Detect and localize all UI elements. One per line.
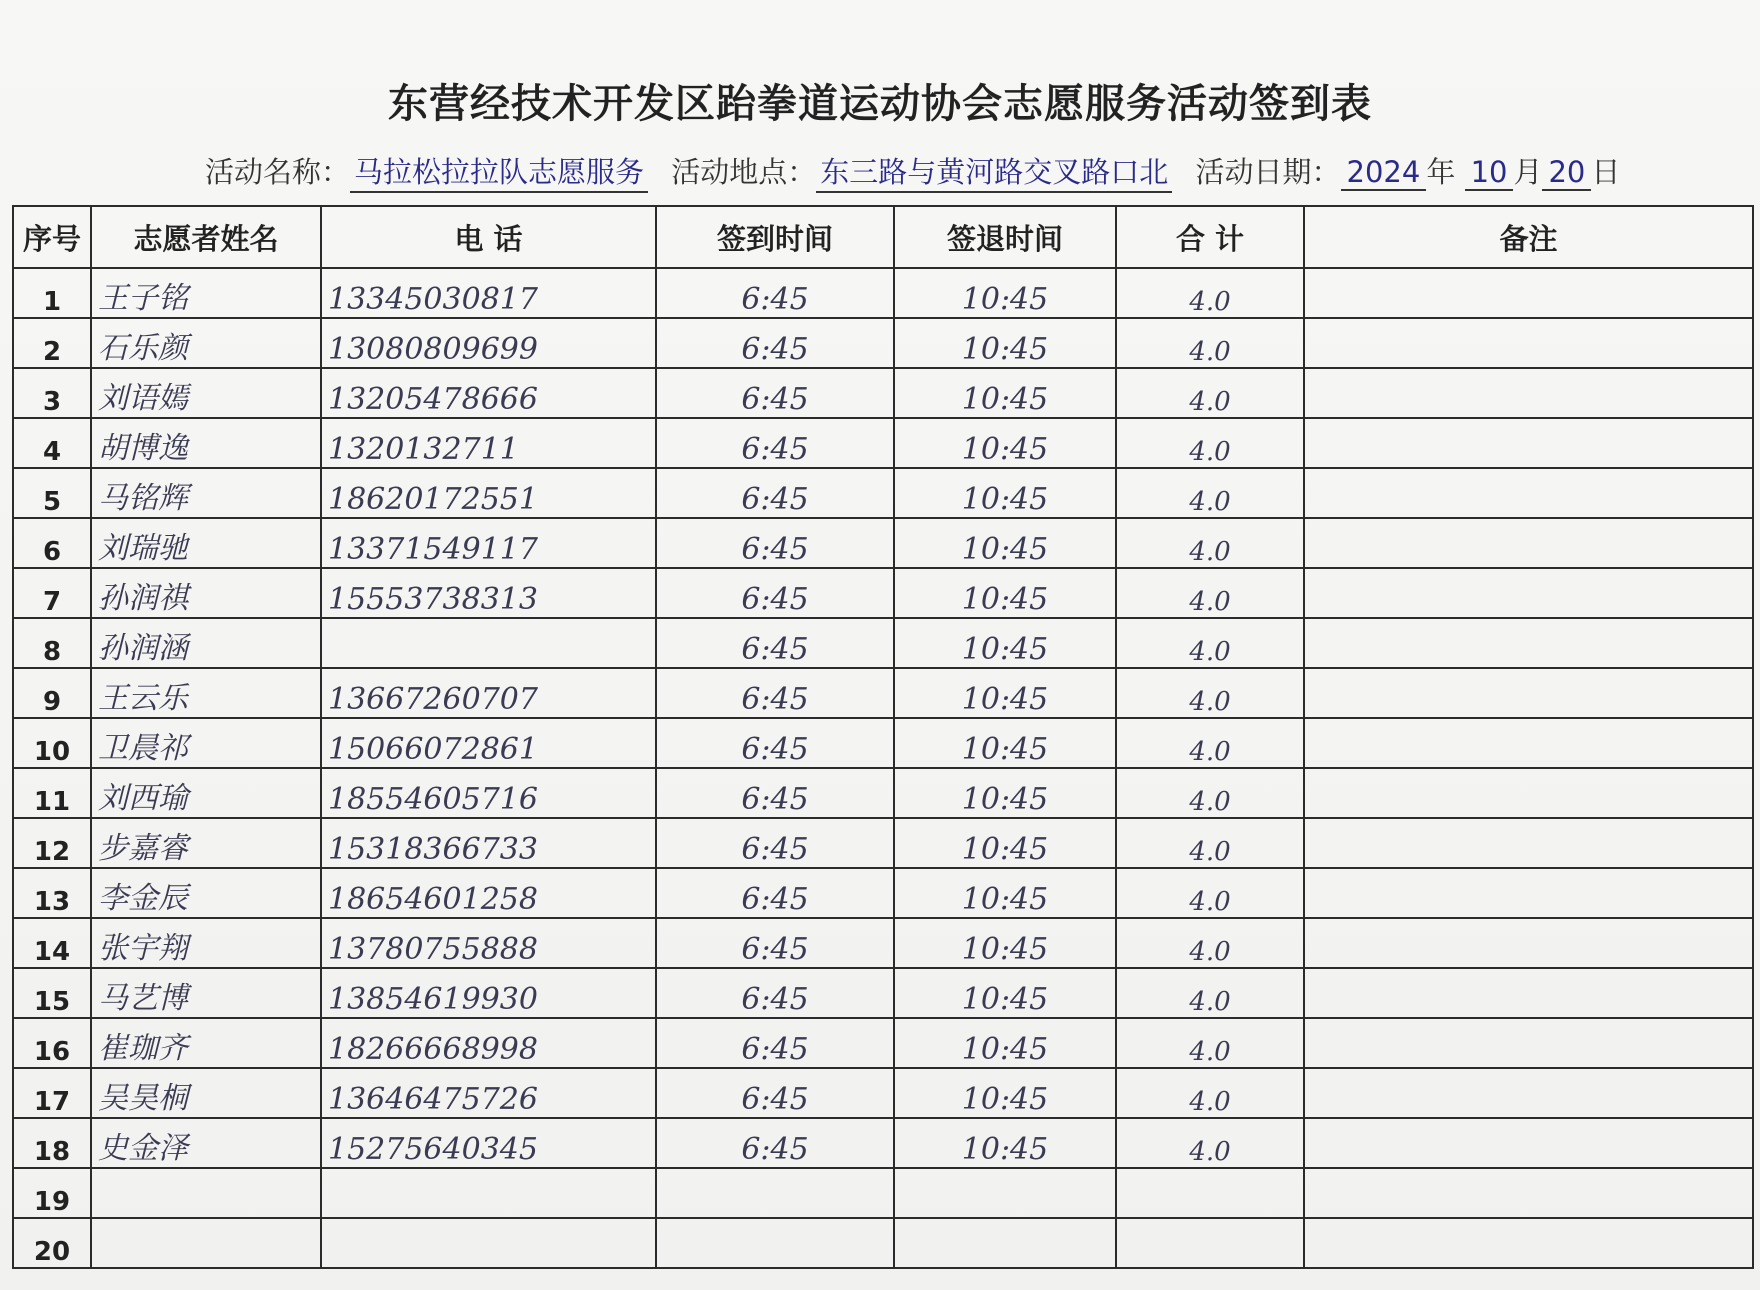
sign-in-time: 6:45 bbox=[741, 632, 809, 667]
sign-out-time: 10:45 bbox=[961, 332, 1049, 367]
sign-out-time: 10:45 bbox=[961, 582, 1049, 617]
row-number: 18 bbox=[33, 1137, 71, 1167]
row-number-cell bbox=[13, 1068, 91, 1118]
table-row bbox=[13, 768, 1753, 818]
note-cell bbox=[1304, 318, 1753, 368]
phone-number: 1320132711 bbox=[328, 432, 519, 467]
phone-number: 18266668998 bbox=[328, 1032, 538, 1067]
total-hours: 4.0 bbox=[1189, 987, 1231, 1017]
row-number-cell bbox=[13, 368, 91, 418]
phone-number-cell bbox=[321, 918, 656, 968]
header-sign-out-time: 签退时间 bbox=[894, 206, 1116, 268]
activity-name-label: 活动名称： bbox=[205, 155, 351, 189]
sign-in-time: 6:45 bbox=[741, 432, 809, 467]
volunteer-name: 王子铭 bbox=[98, 281, 188, 316]
row-number: 3 bbox=[42, 387, 62, 417]
sign-out-time: 10:45 bbox=[961, 982, 1049, 1017]
sign-in-table bbox=[12, 205, 1754, 1269]
total-hours-cell bbox=[1116, 718, 1304, 768]
row-number: 12 bbox=[33, 837, 71, 867]
note-cell bbox=[1304, 518, 1753, 568]
date-year: 2024 bbox=[1341, 155, 1427, 191]
row-number-cell bbox=[13, 568, 91, 618]
row-number: 17 bbox=[33, 1087, 71, 1117]
row-number-cell bbox=[13, 1118, 91, 1168]
row-number-cell bbox=[13, 1168, 91, 1218]
table-row bbox=[13, 818, 1753, 868]
sign-in-time-cell bbox=[656, 1068, 894, 1118]
volunteer-name: 刘语嫣 bbox=[98, 381, 188, 416]
date-month: 10 bbox=[1465, 155, 1514, 191]
sign-out-time: 10:45 bbox=[961, 932, 1049, 967]
sign-out-time-cell bbox=[894, 268, 1116, 318]
row-number: 8 bbox=[42, 637, 62, 667]
date-month-unit: 月 bbox=[1513, 155, 1543, 189]
sign-out-time-cell bbox=[894, 418, 1116, 468]
total-hours: 4.0 bbox=[1189, 737, 1231, 767]
sign-in-time-cell bbox=[656, 1168, 894, 1218]
volunteer-name: 马铭辉 bbox=[98, 481, 188, 516]
note-cell bbox=[1304, 418, 1753, 468]
total-hours: 4.0 bbox=[1189, 437, 1231, 467]
sign-in-time: 6:45 bbox=[741, 1082, 809, 1117]
phone-number-cell bbox=[321, 518, 656, 568]
sign-in-time-cell bbox=[656, 568, 894, 618]
phone-number: 18554605716 bbox=[328, 782, 538, 817]
sign-out-time: 10:45 bbox=[961, 682, 1049, 717]
total-hours: 4.0 bbox=[1189, 837, 1231, 867]
phone-number-cell bbox=[321, 468, 656, 518]
phone-number-cell bbox=[321, 968, 656, 1018]
sign-out-time-cell bbox=[894, 1168, 1116, 1218]
date-year-unit: 年 bbox=[1426, 155, 1456, 189]
volunteer-name-cell bbox=[91, 1218, 321, 1268]
row-number: 19 bbox=[33, 1187, 71, 1217]
row-number: 15 bbox=[33, 987, 71, 1017]
sign-in-time-cell bbox=[656, 368, 894, 418]
sign-out-time-cell bbox=[894, 968, 1116, 1018]
phone-number: 13780755888 bbox=[328, 932, 538, 967]
total-hours-cell bbox=[1116, 668, 1304, 718]
volunteer-name: 孙润祺 bbox=[98, 581, 188, 616]
row-number-cell bbox=[13, 318, 91, 368]
header-phone: 电 话 bbox=[321, 206, 656, 268]
sign-out-time: 10:45 bbox=[961, 1082, 1049, 1117]
volunteer-name-cell bbox=[91, 1168, 321, 1218]
table-row bbox=[13, 568, 1753, 618]
sign-out-time: 10:45 bbox=[961, 1132, 1049, 1167]
row-number: 4 bbox=[42, 437, 62, 467]
phone-number-cell bbox=[321, 1118, 656, 1168]
sign-in-time: 6:45 bbox=[741, 932, 809, 967]
row-number-cell bbox=[13, 768, 91, 818]
total-hours: 4.0 bbox=[1189, 287, 1231, 317]
sign-out-time: 10:45 bbox=[961, 632, 1049, 667]
sign-in-time-cell bbox=[656, 868, 894, 918]
sign-in-time-cell bbox=[656, 668, 894, 718]
table-row bbox=[13, 1018, 1753, 1068]
row-number-cell bbox=[13, 468, 91, 518]
activity-name-value: 马拉松拉拉队志愿服务 bbox=[350, 150, 648, 193]
phone-number: 13080809699 bbox=[328, 332, 538, 367]
table-row bbox=[13, 518, 1753, 568]
sign-in-time: 6:45 bbox=[741, 782, 809, 817]
total-hours: 4.0 bbox=[1189, 487, 1231, 517]
total-hours-cell bbox=[1116, 268, 1304, 318]
volunteer-name-cell bbox=[91, 468, 321, 518]
sign-out-time-cell bbox=[894, 668, 1116, 718]
table-row bbox=[13, 918, 1753, 968]
total-hours: 4.0 bbox=[1189, 687, 1231, 717]
phone-number: 13667260707 bbox=[328, 682, 538, 717]
table-row bbox=[13, 868, 1753, 918]
total-hours: 4.0 bbox=[1189, 887, 1231, 917]
total-hours-cell bbox=[1116, 968, 1304, 1018]
phone-number: 13345030817 bbox=[328, 282, 538, 317]
sign-in-time: 6:45 bbox=[741, 582, 809, 617]
note-cell bbox=[1304, 818, 1753, 868]
sign-out-time-cell bbox=[894, 718, 1116, 768]
note-cell bbox=[1304, 718, 1753, 768]
sign-in-time: 6:45 bbox=[741, 282, 809, 317]
date-day-unit: 日 bbox=[1591, 155, 1621, 189]
note-cell bbox=[1304, 968, 1753, 1018]
volunteer-name-cell bbox=[91, 1118, 321, 1168]
table-row bbox=[13, 718, 1753, 768]
note-cell bbox=[1304, 618, 1753, 668]
sign-in-time-cell bbox=[656, 618, 894, 668]
volunteer-name: 步嘉睿 bbox=[98, 831, 188, 866]
total-hours-cell bbox=[1116, 418, 1304, 468]
sign-out-time-cell bbox=[894, 318, 1116, 368]
phone-number-cell bbox=[321, 818, 656, 868]
note-cell bbox=[1304, 1068, 1753, 1118]
table-row bbox=[13, 968, 1753, 1018]
sign-in-time-cell bbox=[656, 318, 894, 368]
sign-in-time: 6:45 bbox=[741, 732, 809, 767]
sign-in-time: 6:45 bbox=[741, 832, 809, 867]
phone-number-cell bbox=[321, 1068, 656, 1118]
volunteer-name-cell bbox=[91, 618, 321, 668]
sign-in-time: 6:45 bbox=[741, 982, 809, 1017]
sign-out-time-cell bbox=[894, 818, 1116, 868]
sign-out-time: 10:45 bbox=[961, 1032, 1049, 1067]
row-number-cell bbox=[13, 268, 91, 318]
row-number: 7 bbox=[42, 587, 62, 617]
sign-in-time-cell bbox=[656, 968, 894, 1018]
volunteer-name-cell bbox=[91, 268, 321, 318]
phone-number-cell bbox=[321, 1018, 656, 1068]
sign-in-time: 6:45 bbox=[741, 682, 809, 717]
total-hours-cell bbox=[1116, 468, 1304, 518]
total-hours: 4.0 bbox=[1189, 637, 1231, 667]
note-cell bbox=[1304, 918, 1753, 968]
total-hours: 4.0 bbox=[1189, 1037, 1231, 1067]
phone-number: 13854619930 bbox=[328, 982, 538, 1017]
row-number: 10 bbox=[33, 737, 71, 767]
note-cell bbox=[1304, 868, 1753, 918]
total-hours-cell bbox=[1116, 1018, 1304, 1068]
volunteer-name: 崔珈齐 bbox=[98, 1031, 188, 1066]
sign-out-time-cell bbox=[894, 618, 1116, 668]
table-row bbox=[13, 268, 1753, 318]
note-cell bbox=[1304, 1018, 1753, 1068]
phone-number-cell bbox=[321, 668, 656, 718]
volunteer-name-cell bbox=[91, 568, 321, 618]
volunteer-name: 刘西瑜 bbox=[98, 781, 188, 816]
volunteer-name-cell bbox=[91, 868, 321, 918]
table-body bbox=[13, 268, 1753, 1268]
sign-out-time: 10:45 bbox=[961, 782, 1049, 817]
table-row bbox=[13, 1168, 1753, 1218]
sign-out-time: 10:45 bbox=[961, 482, 1049, 517]
volunteer-name: 孙润涵 bbox=[98, 631, 188, 666]
volunteer-name-cell bbox=[91, 318, 321, 368]
total-hours-cell bbox=[1116, 918, 1304, 968]
row-number: 14 bbox=[33, 937, 71, 967]
table-row bbox=[13, 368, 1753, 418]
volunteer-name-cell bbox=[91, 918, 321, 968]
sign-in-time: 6:45 bbox=[741, 332, 809, 367]
phone-number: 15066072861 bbox=[328, 732, 538, 767]
total-hours-cell bbox=[1116, 318, 1304, 368]
phone-number-cell bbox=[321, 368, 656, 418]
sign-out-time-cell bbox=[894, 868, 1116, 918]
phone-number-cell bbox=[321, 568, 656, 618]
sign-in-time-cell bbox=[656, 1118, 894, 1168]
row-number-cell bbox=[13, 918, 91, 968]
total-hours: 4.0 bbox=[1189, 537, 1231, 567]
row-number: 6 bbox=[42, 537, 62, 567]
phone-number-cell bbox=[321, 718, 656, 768]
sign-out-time: 10:45 bbox=[961, 832, 1049, 867]
note-cell bbox=[1304, 468, 1753, 518]
row-number-cell bbox=[13, 968, 91, 1018]
location-value: 东三路与黄河路交叉路口北 bbox=[816, 150, 1172, 193]
volunteer-name-cell bbox=[91, 768, 321, 818]
volunteer-name: 张宇翔 bbox=[98, 931, 188, 966]
sign-out-time: 10:45 bbox=[961, 282, 1049, 317]
volunteer-name: 石乐颜 bbox=[98, 331, 188, 366]
total-hours-cell bbox=[1116, 568, 1304, 618]
row-number-cell bbox=[13, 818, 91, 868]
sign-out-time-cell bbox=[894, 1118, 1116, 1168]
phone-number-cell bbox=[321, 418, 656, 468]
sign-in-time-cell bbox=[656, 518, 894, 568]
sign-in-time-cell bbox=[656, 468, 894, 518]
volunteer-name-cell bbox=[91, 1018, 321, 1068]
total-hours-cell bbox=[1116, 818, 1304, 868]
row-number: 13 bbox=[33, 887, 71, 917]
header-sign-in-time: 签到时间 bbox=[656, 206, 894, 268]
phone-number: 13205478666 bbox=[328, 382, 538, 417]
row-number-cell bbox=[13, 1018, 91, 1068]
sign-out-time-cell bbox=[894, 1068, 1116, 1118]
phone-number-cell bbox=[321, 868, 656, 918]
note-cell bbox=[1304, 1118, 1753, 1168]
table-row bbox=[13, 1218, 1753, 1268]
row-number-cell bbox=[13, 418, 91, 468]
note-cell bbox=[1304, 668, 1753, 718]
sign-in-time: 6:45 bbox=[741, 382, 809, 417]
volunteer-name-cell bbox=[91, 818, 321, 868]
row-number-cell bbox=[13, 1218, 91, 1268]
total-hours-cell bbox=[1116, 1168, 1304, 1218]
total-hours-cell bbox=[1116, 1218, 1304, 1268]
sign-out-time: 10:45 bbox=[961, 732, 1049, 767]
sign-out-time: 10:45 bbox=[961, 432, 1049, 467]
sign-in-time: 6:45 bbox=[741, 1132, 809, 1167]
sign-in-time-cell bbox=[656, 418, 894, 468]
total-hours: 4.0 bbox=[1189, 387, 1231, 417]
sign-out-time: 10:45 bbox=[961, 382, 1049, 417]
table-row bbox=[13, 318, 1753, 368]
header-no: 序号 bbox=[13, 206, 91, 268]
volunteer-name: 李金辰 bbox=[98, 881, 188, 916]
total-hours-cell bbox=[1116, 1118, 1304, 1168]
table-header-row bbox=[13, 206, 1753, 268]
phone-number: 15318366733 bbox=[328, 832, 538, 867]
date-day: 20 bbox=[1542, 155, 1591, 191]
row-number: 11 bbox=[33, 787, 71, 817]
phone-number: 18654601258 bbox=[328, 882, 538, 917]
phone-number: 13646475726 bbox=[328, 1082, 538, 1117]
volunteer-name-cell bbox=[91, 968, 321, 1018]
volunteer-name: 卫晨祁 bbox=[98, 731, 188, 766]
activity-meta bbox=[205, 150, 1730, 193]
phone-number-cell bbox=[321, 618, 656, 668]
sign-out-time-cell bbox=[894, 1218, 1116, 1268]
row-number-cell bbox=[13, 718, 91, 768]
row-number-cell bbox=[13, 868, 91, 918]
note-cell bbox=[1304, 568, 1753, 618]
total-hours: 4.0 bbox=[1189, 337, 1231, 367]
phone-number-cell bbox=[321, 268, 656, 318]
total-hours-cell bbox=[1116, 368, 1304, 418]
phone-number: 15275640345 bbox=[328, 1132, 538, 1167]
volunteer-name-cell bbox=[91, 1068, 321, 1118]
total-hours-cell bbox=[1116, 868, 1304, 918]
row-number: 2 bbox=[42, 337, 62, 367]
volunteer-name: 吴昊桐 bbox=[98, 1081, 188, 1116]
sign-in-time-cell bbox=[656, 1218, 894, 1268]
total-hours: 4.0 bbox=[1189, 1087, 1231, 1117]
note-cell bbox=[1304, 768, 1753, 818]
phone-number-cell bbox=[321, 1218, 656, 1268]
sign-out-time-cell bbox=[894, 918, 1116, 968]
volunteer-name: 史金泽 bbox=[98, 1131, 188, 1166]
sign-in-time-cell bbox=[656, 818, 894, 868]
phone-number: 18620172551 bbox=[328, 482, 538, 517]
row-number: 16 bbox=[33, 1037, 71, 1067]
location-label: 活动地点： bbox=[671, 155, 817, 189]
total-hours-cell bbox=[1116, 768, 1304, 818]
total-hours-cell bbox=[1116, 518, 1304, 568]
total-hours: 4.0 bbox=[1189, 587, 1231, 617]
volunteer-name: 马艺博 bbox=[98, 981, 188, 1016]
header-name: 志愿者姓名 bbox=[91, 206, 321, 268]
note-cell bbox=[1304, 1218, 1753, 1268]
sign-in-time-cell bbox=[656, 768, 894, 818]
table-row bbox=[13, 468, 1753, 518]
sign-out-time: 10:45 bbox=[961, 532, 1049, 567]
phone-number: 13371549117 bbox=[328, 532, 538, 567]
header-note: 备注 bbox=[1304, 206, 1753, 268]
sign-in-time: 6:45 bbox=[741, 482, 809, 517]
sign-out-time: 10:45 bbox=[961, 882, 1049, 917]
row-number: 20 bbox=[33, 1237, 71, 1267]
phone-number-cell bbox=[321, 1168, 656, 1218]
sign-in-time-cell bbox=[656, 918, 894, 968]
row-number-cell bbox=[13, 668, 91, 718]
row-number-cell bbox=[13, 618, 91, 668]
header-total: 合 计 bbox=[1116, 206, 1304, 268]
row-number: 9 bbox=[42, 687, 62, 717]
sign-in-time: 6:45 bbox=[741, 532, 809, 567]
phone-number-cell bbox=[321, 318, 656, 368]
table-row bbox=[13, 618, 1753, 668]
volunteer-name: 王云乐 bbox=[98, 681, 188, 716]
sign-out-time-cell bbox=[894, 1018, 1116, 1068]
volunteer-name: 胡博逸 bbox=[98, 431, 188, 466]
note-cell bbox=[1304, 1168, 1753, 1218]
row-number-cell bbox=[13, 518, 91, 568]
sign-in-time: 6:45 bbox=[741, 882, 809, 917]
total-hours-cell bbox=[1116, 1068, 1304, 1118]
table-row bbox=[13, 668, 1753, 718]
sign-out-time-cell bbox=[894, 568, 1116, 618]
table-row bbox=[13, 1068, 1753, 1118]
volunteer-name-cell bbox=[91, 718, 321, 768]
total-hours: 4.0 bbox=[1189, 937, 1231, 967]
note-cell bbox=[1304, 268, 1753, 318]
row-number: 1 bbox=[42, 287, 62, 317]
volunteer-name-cell bbox=[91, 368, 321, 418]
sign-out-time-cell bbox=[894, 518, 1116, 568]
total-hours: 4.0 bbox=[1189, 1137, 1231, 1167]
sign-in-time-cell bbox=[656, 1018, 894, 1068]
phone-number: 15553738313 bbox=[328, 582, 538, 617]
sign-in-time-cell bbox=[656, 718, 894, 768]
page-title: 东营经技术开发区跆拳道运动协会志愿服务活动签到表 bbox=[388, 81, 1372, 127]
sign-out-time-cell bbox=[894, 768, 1116, 818]
sign-out-time-cell bbox=[894, 368, 1116, 418]
total-hours: 4.0 bbox=[1189, 787, 1231, 817]
sign-in-time: 6:45 bbox=[741, 1032, 809, 1067]
note-cell bbox=[1304, 368, 1753, 418]
volunteer-name-cell bbox=[91, 418, 321, 468]
volunteer-name: 刘瑞驰 bbox=[98, 531, 188, 566]
phone-number-cell bbox=[321, 768, 656, 818]
volunteer-name-cell bbox=[91, 518, 321, 568]
table-row bbox=[13, 1118, 1753, 1168]
date-label: 活动日期： bbox=[1195, 155, 1341, 189]
row-number: 5 bbox=[42, 487, 62, 517]
sign-out-time-cell bbox=[894, 468, 1116, 518]
table-row bbox=[13, 418, 1753, 468]
volunteer-name-cell bbox=[91, 668, 321, 718]
sign-in-time-cell bbox=[656, 268, 894, 318]
total-hours-cell bbox=[1116, 618, 1304, 668]
